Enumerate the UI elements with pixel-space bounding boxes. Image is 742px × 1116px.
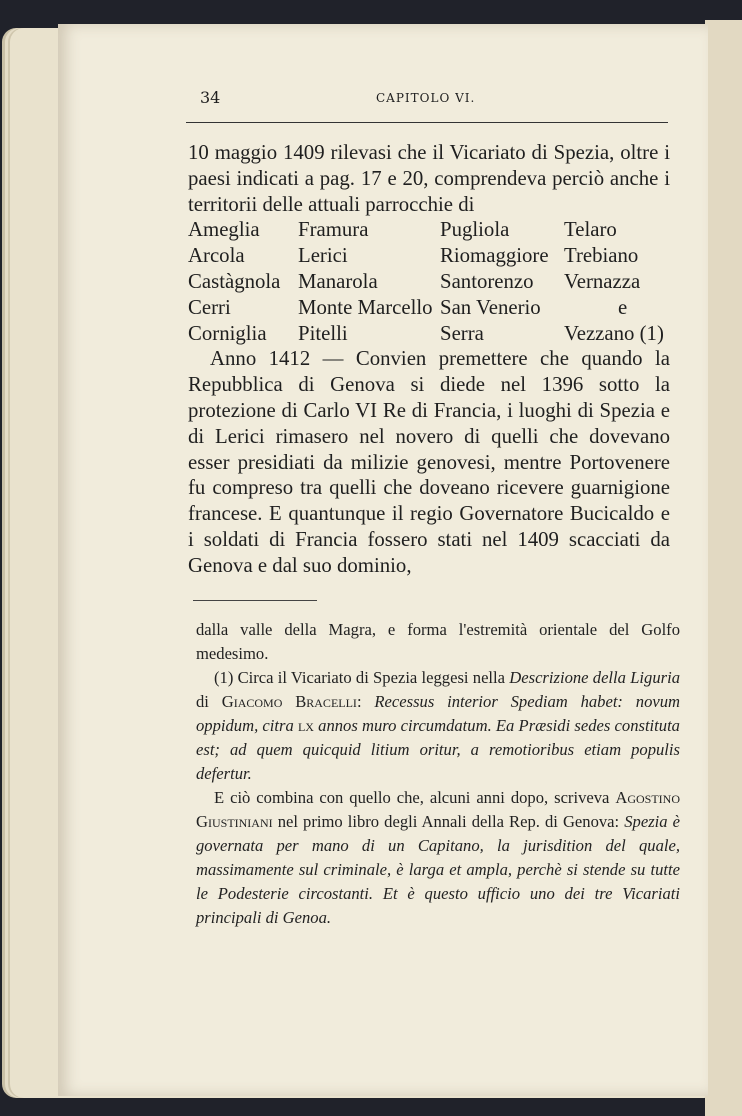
parish-cell: Vezzano (1) (564, 321, 664, 345)
latin-quote: Recessus interior Spediam habet: novum oppidum, citra (196, 692, 681, 735)
running-title: CAPITOLO VI. (376, 91, 476, 105)
parish-cell: Castàgnola (188, 269, 281, 293)
parish-cell: Arcola (188, 244, 245, 268)
roman-numeral: lx (297, 716, 314, 735)
page-number: 34 (200, 88, 221, 107)
footnote-text: : (356, 692, 375, 711)
parish-cell: Riomaggiore (440, 244, 549, 268)
facing-page-edge (705, 20, 742, 1116)
parish-cell: Manarola (298, 269, 378, 293)
parish-cell: Cerri (188, 295, 231, 319)
header-rule (186, 122, 668, 123)
body-text (188, 140, 670, 579)
footnote-continuation: dalla valle della Magra, e forma l'estremità orientale del Golfo medesimo. (196, 620, 680, 663)
parish-cell: Pugliola (440, 218, 510, 242)
author-name: Giacomo Bracelli (221, 692, 357, 711)
parish-cell: San Venerio (440, 295, 541, 319)
parish-table (188, 217, 670, 346)
footnote-text: E ciò combina con quello che, alcuni anni dopo, scriveva (214, 788, 616, 807)
parish-cell: Corniglia (188, 321, 267, 345)
parish-cell: Vernazza (564, 269, 641, 293)
book-title: Descrizione della Liguria (509, 668, 680, 687)
footnote-rule (193, 600, 317, 601)
footnotes (196, 618, 680, 930)
author-name: Agostino Giustiniani (196, 788, 680, 831)
footnote-text: (1) Circa il Vicariato di Spezia leggesi nella (214, 668, 510, 687)
footnote-text: di (196, 692, 222, 711)
page-header (200, 88, 670, 108)
parish-cell: Telaro (564, 218, 617, 242)
parish-cell: Pitelli (298, 321, 348, 345)
footnote-1 (196, 666, 680, 786)
parish-cell: e (618, 295, 628, 319)
footnote-2 (196, 786, 680, 930)
parish-cell: Trebiano (564, 244, 639, 268)
parish-cell: Santorenzo (440, 269, 534, 293)
paragraph-1: 10 maggio 1409 rilevasi che il Vicariato di Spezia, oltre i paesi indicati a pag. 17 e 20, comprendeva perciò anche i territorii delle attuali parrocchie di (188, 141, 670, 216)
parish-cell: Lerici (298, 244, 348, 268)
parish-cell: Serra (440, 321, 484, 345)
parish-cell: Framura (298, 218, 369, 242)
latin-quote: annos muro circumdatum. Ea Præsidi sedes constituta est; ad quem quicquid litium oritur, a remotioribus etiam populis defertur. (196, 716, 680, 783)
footnote-text: nel primo libro degli Annali della Rep. di Genova: (272, 812, 625, 831)
parish-cell: Monte Marcello (298, 295, 433, 319)
paragraph-2: Anno 1412 — Convien premettere che quando la Repubblica di Genova si diede nel 1396 sotto la protezione di Carlo VI Re di Francia, i luoghi di Spezia e di Lerici rimasero nel novero di quelli che dovevano esser presidiati da milizie genovesi, mentre Portovenere fu compreso tra quelli che doveano ricevere guarnigione francese. E quantunque il regio Governatore Bucicaldo e i soldati di Francia fossero stati nel 1409 scacciati da Genova e dal suo dominio, (188, 347, 670, 577)
parish-cell: Ameglia (188, 218, 260, 242)
italian-quote: Spezia è governata per mano di un Capitano, la jurisdition del quale, massimamente sul criminale, è larga et ampla, perchè si stende su tutte le Podesterie circostanti. Et è questo ufficio uno dei tre Vicariati principali di Genoa. (196, 812, 680, 927)
